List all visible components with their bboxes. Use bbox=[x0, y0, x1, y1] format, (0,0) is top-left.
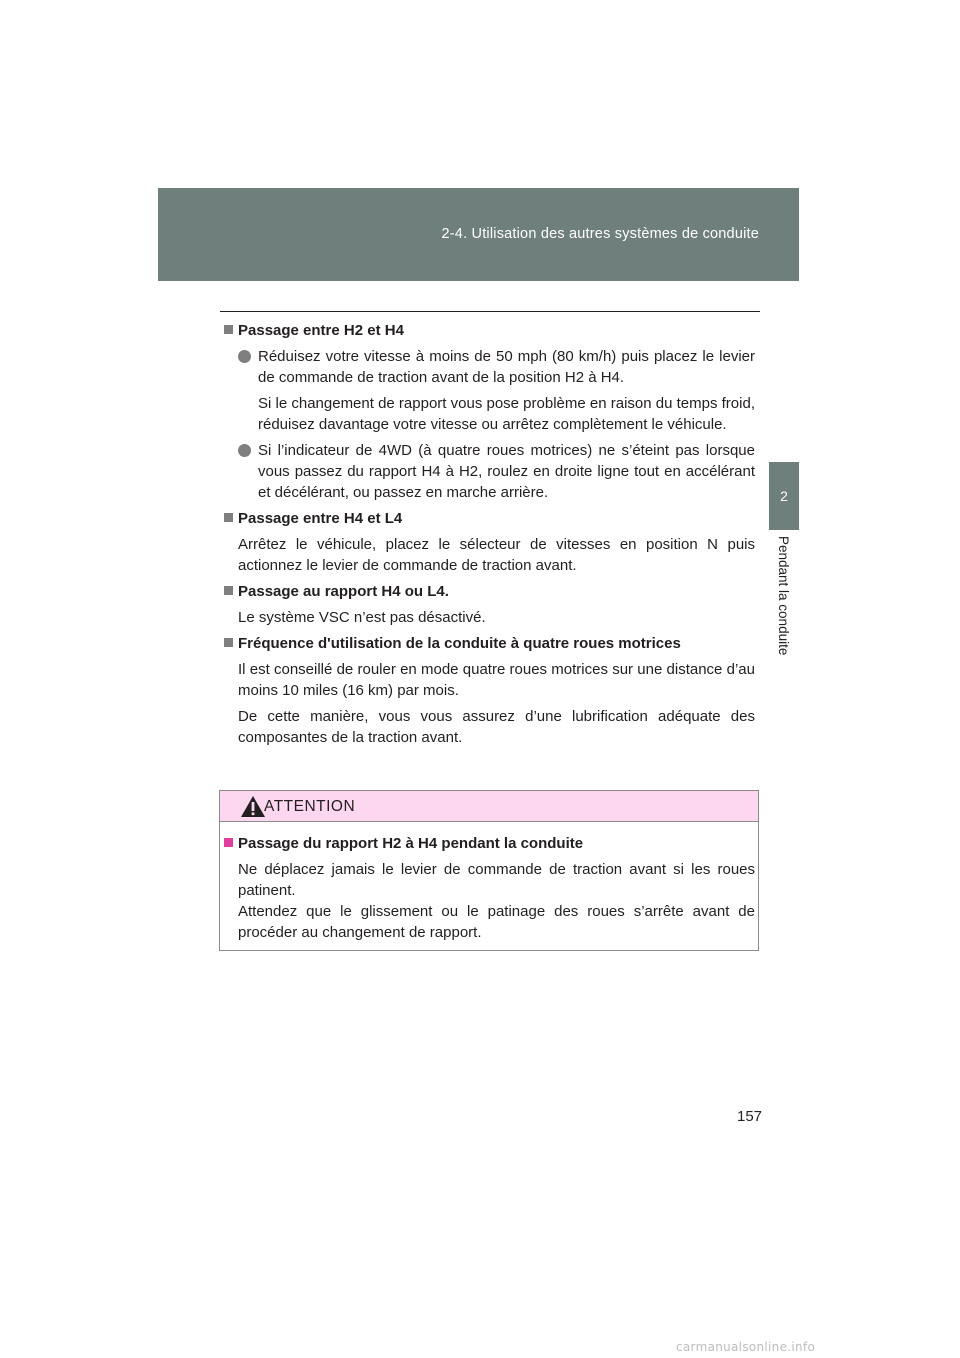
section-heading: Passage au rapport H4 ou L4. bbox=[220, 581, 755, 602]
paragraph: Arrêtez le véhicule, placez le sélecteur de vitesses en position N puis actionnez le levier de commande de traction avant. bbox=[238, 536, 755, 574]
list-item: Réduisez votre vitesse à moins de 50 mph (80 km/h) puis placez le levier de commande de traction avant de la position H2 à H4. bbox=[220, 346, 755, 388]
chapter-tab bbox=[769, 462, 799, 530]
section-h4-l4 bbox=[220, 508, 755, 576]
warning-line: Attendez que le glissement ou le patinage des roues s’arrête avant de procéder au changement de rapport. bbox=[238, 903, 755, 941]
chapter-number: 2 bbox=[780, 488, 788, 504]
watermark: carmanualsonline.info bbox=[676, 1340, 816, 1354]
warning-line: Ne déplacez jamais le levier de commande de traction avant si les roues patinent. bbox=[238, 861, 755, 899]
gray-dot-icon bbox=[238, 350, 251, 363]
warning-title: ATTENTION bbox=[264, 798, 356, 815]
section-heading: Passage entre H2 et H4 bbox=[220, 320, 755, 341]
chapter-label: Pendant la conduite bbox=[776, 536, 791, 656]
paragraph: Le système VSC n’est pas désactivé. bbox=[238, 609, 486, 626]
gray-square-icon bbox=[224, 638, 233, 647]
warning-body bbox=[220, 833, 755, 948]
page-number: 157 bbox=[737, 1108, 763, 1125]
paragraph: Il est conseillé de rouler en mode quatre roues motrices sur une distance d’au moins 10 miles (16 km) par mois. bbox=[238, 661, 755, 699]
paragraph: De cette manière, vous vous assurez d’une lubrification adéquate des composantes de la traction avant. bbox=[238, 708, 755, 746]
warning-box bbox=[219, 790, 759, 951]
warning-header bbox=[220, 791, 758, 822]
section-frequency bbox=[220, 633, 755, 748]
section-heading: Passage entre H4 et L4 bbox=[220, 508, 755, 529]
pink-square-icon bbox=[224, 838, 233, 847]
section-heading: Fréquence d'utilisation de la conduite à quatre roues motrices bbox=[220, 633, 755, 654]
warning-triangle-icon bbox=[240, 795, 266, 818]
gray-square-icon bbox=[224, 325, 233, 334]
section-h2-h4 bbox=[220, 320, 755, 503]
main-content bbox=[220, 320, 755, 753]
bullet-note: Si le changement de rapport vous pose problème en raison du temps froid, réduisez davantage votre vitesse ou arrêtez complètement le véhicule. bbox=[258, 395, 755, 433]
top-divider bbox=[220, 311, 760, 312]
section-title: 2-4. Utilisation des autres systèmes de conduite bbox=[441, 226, 759, 242]
gray-square-icon bbox=[224, 586, 233, 595]
gray-dot-icon bbox=[238, 444, 251, 457]
header-band bbox=[158, 188, 799, 281]
gray-square-icon bbox=[224, 513, 233, 522]
warning-heading: Passage du rapport H2 à H4 pendant la conduite bbox=[220, 833, 755, 854]
list-item: Si l’indicateur de 4WD (à quatre roues motrices) ne s’éteint pas lorsque vous passez du rapport H4 à H2, roulez en droite ligne tout en accélérant et décélérant, ou passez en marche arrière. bbox=[220, 440, 755, 503]
section-h4-or-l4 bbox=[220, 581, 755, 628]
